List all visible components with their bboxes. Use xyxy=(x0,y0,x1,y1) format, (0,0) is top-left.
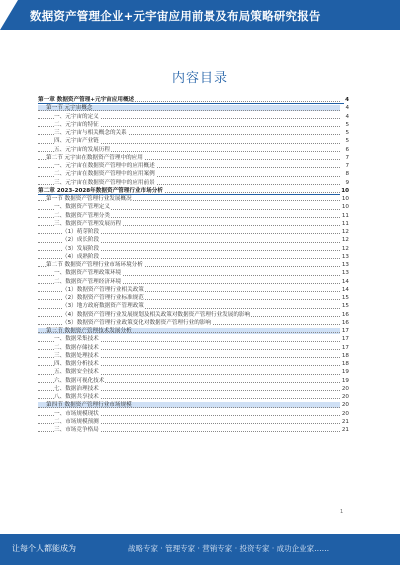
toc-entry[interactable] xyxy=(38,385,349,393)
toc-entry-page: 10 xyxy=(341,204,349,211)
toc-entry-label: 二、数据资产管理经济环境 xyxy=(54,278,122,285)
toc-entry-label: （3）发展阶段 xyxy=(62,245,100,252)
toc-entry-label: 二、市场规模预测 xyxy=(54,418,99,425)
toc-entry-label: 二、数据存储技术 xyxy=(54,344,99,351)
toc-entry-page: 20 xyxy=(341,394,349,400)
toc-entry-label: 八、数据共享技术 xyxy=(54,394,99,400)
toc-entry-page: 19 xyxy=(341,377,349,384)
toc-entry[interactable] xyxy=(38,360,349,368)
toc-entry[interactable] xyxy=(38,335,349,343)
toc-entry-page: 12 xyxy=(341,237,349,244)
toc-entry[interactable] xyxy=(38,418,349,426)
toc-entry-page: 15 xyxy=(341,303,349,310)
toc-entry-page: 13 xyxy=(341,253,349,260)
toc-entry-label: 一、市场规模现状 xyxy=(54,410,99,417)
toc-entry-label: 第二节 元宇宙在数据资产管理中的应用 xyxy=(46,154,143,161)
toc-entry-label: （3）地方政府数据资产管理政策 xyxy=(62,303,144,310)
toc-entry-page: 17 xyxy=(341,344,349,351)
toc-entry-label: 第二节 数据资产管理行业市场环境分析 xyxy=(46,262,143,268)
toc-entry-page: 17 xyxy=(341,328,349,334)
toc-entry-page: 9 xyxy=(345,179,349,186)
toc-entry[interactable] xyxy=(38,393,349,401)
toc-entry-page: 5 xyxy=(345,121,349,128)
toc-entry[interactable] xyxy=(38,195,349,203)
toc-entry[interactable] xyxy=(38,146,349,154)
toc-entry[interactable] xyxy=(38,137,349,145)
toc-entry-label: 二、元宇宙的特征 xyxy=(54,121,99,128)
toc-entry-label: 五、元宇宙的发展历程 xyxy=(54,146,110,153)
toc-entry-page: 11 xyxy=(341,212,349,219)
toc-entry-page: 12 xyxy=(341,245,349,252)
page-footer xyxy=(0,534,400,565)
toc-entry-label: （4）数据资产管理行业发展规划及相关政策对数据资产管理行业发展的影响 xyxy=(62,311,251,318)
toc-entry-page: 4 xyxy=(345,113,349,120)
toc-entry-page: 14 xyxy=(341,286,349,293)
toc-entry-page: 15 xyxy=(341,295,349,301)
report-title: 数据资产管理企业+元宇宙应用前景及布局策略研究报告 xyxy=(30,9,321,23)
toc-entry[interactable] xyxy=(38,261,349,269)
toc-entry-page: 20 xyxy=(341,402,349,409)
toc-entry-label: 一、元宇宙的定义 xyxy=(54,113,99,120)
toc-entry-page: 7 xyxy=(345,154,349,161)
toc-entry[interactable] xyxy=(38,401,349,409)
toc-entry-label: 四、数据分析技术 xyxy=(54,361,99,367)
toc-entry[interactable] xyxy=(38,319,349,327)
toc-entry[interactable] xyxy=(38,187,349,195)
toc-entry[interactable] xyxy=(38,426,349,434)
toc-entry-page: 8 xyxy=(345,171,349,178)
toc-entry[interactable] xyxy=(38,170,349,178)
toc-entry-page: 10 xyxy=(341,196,349,202)
toc-entry-label: （1）萌芽阶段 xyxy=(62,229,100,235)
toc-entry[interactable] xyxy=(38,311,349,319)
toc-entry-label: 六、数据可视化技术 xyxy=(54,377,105,384)
toc-entry-page: 20 xyxy=(341,410,349,417)
toc-entry-label: 一、元宇宙在数据资产管理中的应用概述 xyxy=(54,163,155,169)
toc-entry-label: 五、数据安全技术 xyxy=(54,369,99,376)
toc-entry-page: 20 xyxy=(341,385,349,392)
toc-entry-page: 13 xyxy=(341,270,349,277)
toc-entry[interactable] xyxy=(38,129,349,137)
toc-entry[interactable] xyxy=(38,212,349,220)
toc-entry[interactable] xyxy=(38,368,349,376)
toc-entry-label: 三、数据资产管理发展历程 xyxy=(54,220,122,227)
toc-entry-label: （2）成长阶段 xyxy=(62,237,100,244)
toc-entry[interactable] xyxy=(38,179,349,187)
toc-entry[interactable] xyxy=(38,278,349,286)
toc-entry-label: （5）数据资产管理行业政策变化对数据资产管理行业的影响 xyxy=(62,319,211,326)
toc-entry-label: 三、数据处理技术 xyxy=(54,352,99,359)
toc-entry-page: 18 xyxy=(341,352,349,359)
toc-entry-page: 6 xyxy=(345,146,349,153)
toc-entry[interactable] xyxy=(38,327,349,335)
toc-entry[interactable] xyxy=(38,245,349,253)
page-number: 1 xyxy=(340,509,344,515)
toc-entry-page: 18 xyxy=(341,361,349,367)
toc-entry-label: 二、数据资产管理分类 xyxy=(54,212,110,219)
toc-entry[interactable] xyxy=(38,302,349,310)
toc-entry-page: 4 xyxy=(345,105,349,112)
toc-entry-label: 二、元宇宙在数据资产管理中的应用案例 xyxy=(54,171,155,178)
toc-entry[interactable] xyxy=(38,113,349,121)
toc-entry[interactable] xyxy=(38,162,349,170)
footer-roles: 战略专家 · 管理专家 · 营销专家 · 投资专家 · 成功企业家…… xyxy=(128,544,330,553)
toc-entry[interactable] xyxy=(38,154,349,162)
toc-entry[interactable] xyxy=(38,104,349,112)
toc-entry[interactable] xyxy=(38,344,349,352)
toc-entry-page: 21 xyxy=(341,427,349,433)
toc-entry-page: 13 xyxy=(341,262,349,268)
toc-entry-label: （2）数据资产管理行业标准规范 xyxy=(62,295,144,301)
toc-entry[interactable] xyxy=(38,410,349,418)
toc-entry-page: 21 xyxy=(341,418,349,425)
toc-entry-label: 第四节 数据资产管理行业市场规模 xyxy=(46,402,132,409)
toc-entry[interactable] xyxy=(38,203,349,211)
toc-entry[interactable] xyxy=(38,294,349,302)
toc-entry[interactable] xyxy=(38,228,349,236)
toc-entry[interactable] xyxy=(38,253,349,261)
toc-entry-label: 三、元宇宙在数据资产管理中的应用前景 xyxy=(54,179,155,186)
toc-entry[interactable] xyxy=(38,269,349,277)
toc-entry-label: 第一节 元宇宙概念 xyxy=(46,105,93,112)
toc-entry[interactable] xyxy=(38,96,349,104)
toc-entry-label: 第三节 数据资产管理技术发展分析 xyxy=(46,328,132,334)
toc-entry[interactable] xyxy=(38,121,349,129)
toc-entry[interactable] xyxy=(38,352,349,360)
toc-entry-page: 5 xyxy=(345,130,349,136)
toc-entry[interactable] xyxy=(38,286,349,294)
toc-entry[interactable] xyxy=(38,236,349,244)
toc-entry-page: 7 xyxy=(345,163,349,169)
toc-entry-page: 12 xyxy=(341,229,349,235)
toc-entry-page: 5 xyxy=(345,138,349,145)
toc-entry[interactable] xyxy=(38,377,349,385)
toc-entry-page: 10 xyxy=(341,187,349,194)
toc-entry-page: 17 xyxy=(341,336,349,343)
toc-entry-page: 16 xyxy=(341,311,349,318)
page-header xyxy=(0,0,400,30)
header-corner-notch xyxy=(0,0,18,30)
toc-heading: 内容目录 xyxy=(171,71,228,86)
toc-entry-page: 11 xyxy=(341,220,349,227)
toc-entry-page: 19 xyxy=(341,369,349,376)
toc-entry-page: 16 xyxy=(341,319,349,326)
toc-entry-label: （4）成熟阶段 xyxy=(62,253,100,260)
toc-entry-page: 4 xyxy=(345,97,349,103)
toc-entry-label: 第一节 数据资产管理行业发展概况 xyxy=(46,196,132,202)
toc-entry-label: 第二章 2023-2028年数据资产管理行业市场分析 xyxy=(38,187,163,194)
toc-entry-label: 一、数据资产管理政策环境 xyxy=(54,270,122,277)
footer-slogan: 让每个人都能成为 xyxy=(12,544,76,553)
toc-entry-label: 四、元宇宙产业链 xyxy=(54,138,99,145)
toc-entry[interactable] xyxy=(38,220,349,228)
toc-entry-label: 第一章 数据资产管理+元宇宙应用概述 xyxy=(38,97,135,103)
toc-entry-label: 一、数据采集技术 xyxy=(54,336,99,343)
table-of-contents xyxy=(38,96,349,434)
toc-entry-label: 三、市场竞争格局 xyxy=(54,427,99,433)
toc-entry-label: 七、数据治理技术 xyxy=(54,385,99,392)
toc-entry-label: 三、元宇宙与相关概念的关系 xyxy=(54,130,127,136)
toc-entry-page: 14 xyxy=(341,278,349,285)
toc-entry-label: 一、数据资产管理定义 xyxy=(54,204,110,211)
toc-entry-label: （1）数据资产管理行业相关政策 xyxy=(62,286,144,293)
